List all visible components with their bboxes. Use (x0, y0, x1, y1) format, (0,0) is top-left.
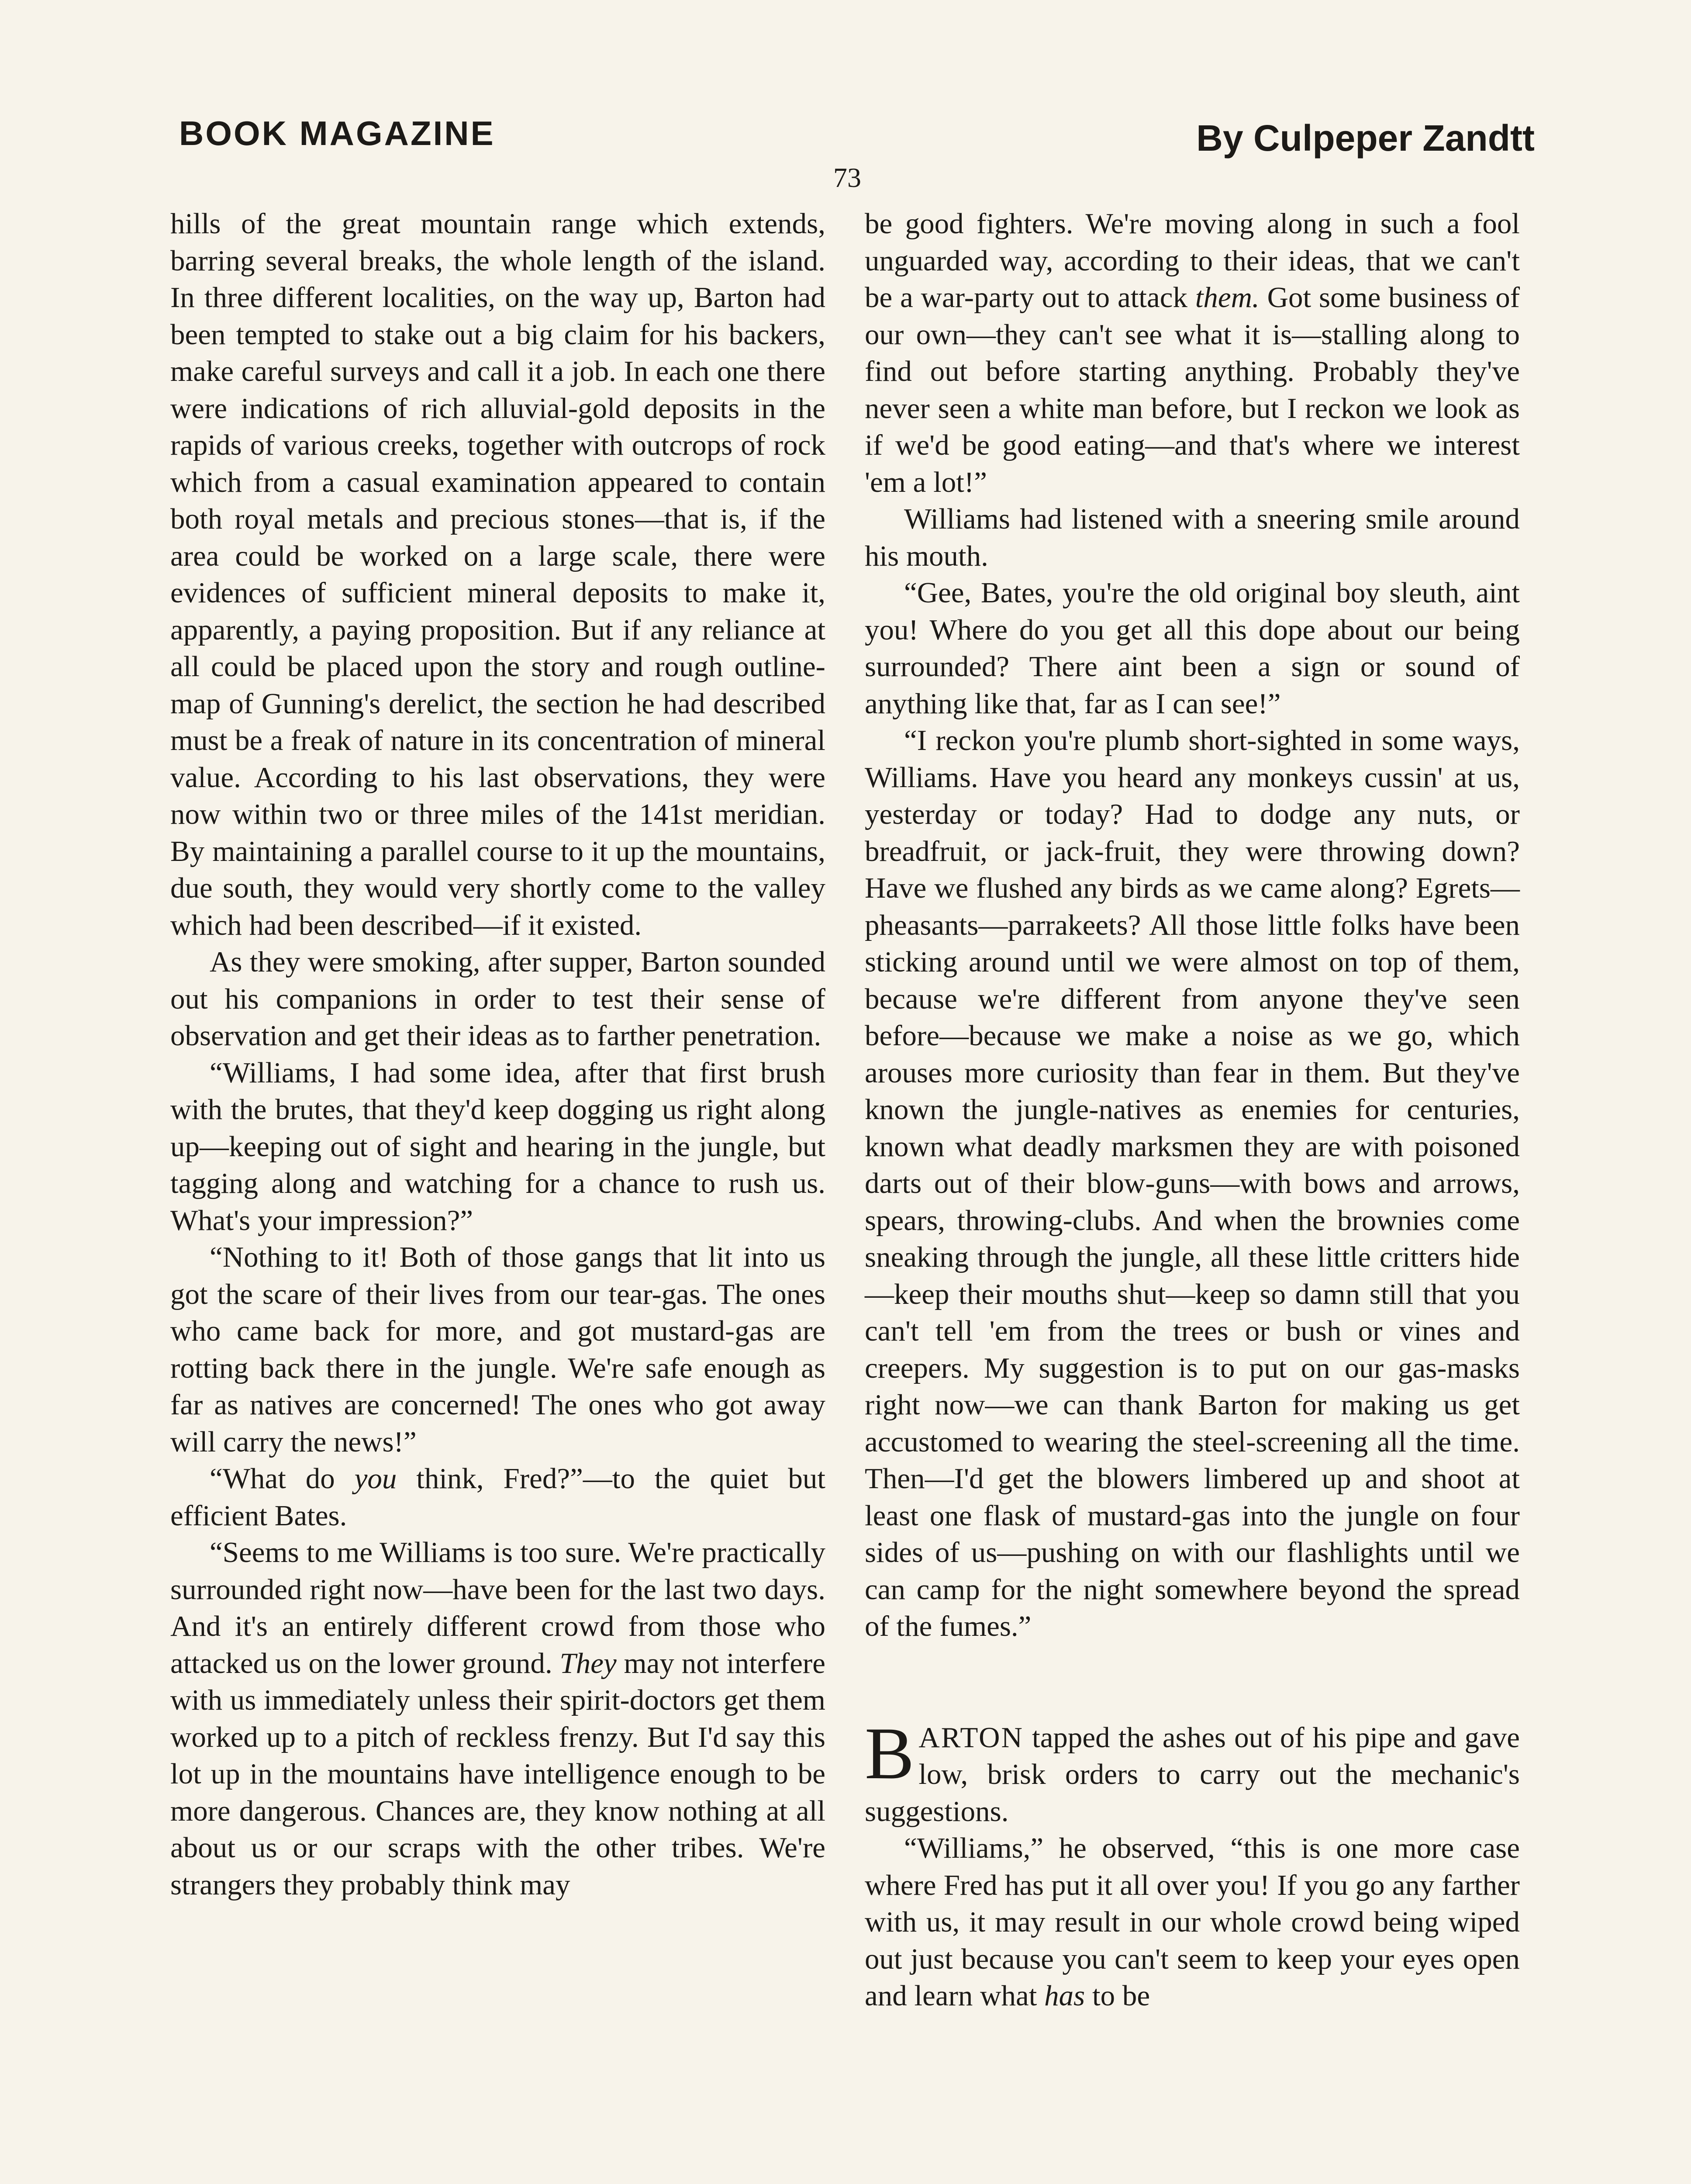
paragraph: “Nothing to it! Both of those gangs that lit into us got the scare of their lives from our tear-gas. The ones who came back for more, and got mustard-gas are rotting back there in the jungle. We're safe enough as far as natives are concerned! The ones who got away will carry the news!” (170, 1241, 825, 1458)
drop-cap: B (865, 1712, 915, 1794)
running-head-author: By Culpeper Zandtt (1196, 117, 1535, 159)
paragraph: “Gee, Bates, you're the old original boy sleuth, aint you! Where do you get all this dope about our being surrounded? There aint been a sign or sound of anything like that, far as I can see!” (865, 577, 1520, 720)
paragraph: As they were smoking, after supper, Barton sounded out his companions in order to test their sense of observation and get their ideas as to farther penetration. (170, 946, 825, 1052)
text-run: Got some business of our own—they can't see what it is—stalling along to find out before starting anything. Probably they've never seen a white man before, but I reckon we look as if we'd be good eating—and that's where we interest 'em a lot!” (865, 281, 1520, 498)
paragraph (170, 1460, 825, 1534)
text-run: “Seems to me Williams is too sure. We're practically surrounded right now—have been for the last two days. And it's an entirely different crowd from those who attacked us on the lower ground. (170, 1536, 825, 1679)
italic-text: them. (1195, 281, 1260, 314)
italic-text: has (1044, 1980, 1085, 2012)
text-column-left (170, 205, 825, 1903)
small-caps-lead: ARTON (918, 1721, 1024, 1754)
section-opening-paragraph (865, 1712, 1520, 1830)
text-run: “Williams,” he observed, “this is one more case where Fred has put it all over you! If you go any farther with us, it may result in our whole crowd being wiped out just because you can't seem to keep your eyes open and learn what (865, 1832, 1520, 2012)
paragraph: Williams had listened with a sneering smile around his mouth. (865, 503, 1520, 572)
text-column-right (865, 205, 1520, 2015)
paragraph: hills of the great mountain range which extends, barring several breaks, the whole length of the island. In three different localities, on the way up, Barton had been tempted to stake out a big claim for his backers, make careful surveys and call it a job. In each one there were indications of rich alluvial-gold deposits in the rapids of various creeks, together with outcrops of rock which from a casual examination appeared to contain both royal metals and precious stones—that is, if the area could be worked on a large scale, there were evidences of sufficient mineral deposits to make it, apparently, a paying proposition. But if any reliance at all could be placed upon the story and rough outline-map of Gunning's derelict, the section he had described must be a freak of nature in its concentration of mineral value. According to his last observations, they were now within two or three miles of the 141st meridian. By maintaining a parallel course to it up the mountains, due south, they would very shortly come to the valley which had been described—if it existed. (170, 207, 825, 941)
italic-text: you (354, 1462, 397, 1495)
text-run: be good fighters. We're moving along in such a fool unguarded way, according to their ideas, that we can't be a war-party out to attack (865, 207, 1520, 314)
text-run: tapped the ashes out of his pipe and gave low, brisk orders to carry out the mechanic's suggestions. (865, 1721, 1520, 1828)
text-run: may not interfere with us immediately unless their spirit-doctors get them worked up to a pitch of reckless frenzy. But I'd say this lot up in the mountains have intelligence enough to be more dangerous. Chances are, they know nothing at all about us or our scraps with the other tribes. We're strangers they probably think may (170, 1647, 825, 1901)
running-head-publication: BOOK MAGAZINE (179, 114, 495, 152)
text-run: think, Fred?”—to the quiet but efficient Bates. (170, 1462, 825, 1532)
page-number: 73 (833, 162, 861, 193)
text-run: to be (1085, 1980, 1150, 2012)
paragraph: “Williams, I had some idea, after that first brush with the brutes, that they'd keep dogging us right along up—keeping out of sight and hearing in the jungle, but tagging along and watching for a chance to rush us. What's your impression?” (170, 1056, 825, 1237)
italic-text: They (559, 1647, 617, 1679)
paragraph (170, 1534, 825, 1903)
paragraph (865, 205, 1520, 501)
text-run: “What do (210, 1462, 355, 1495)
paragraph (865, 1830, 1520, 2015)
paragraph: “I reckon you're plumb short-sighted in some ways, Williams. Have you heard any monkeys cussin' at us, yesterday or today? Had to dodge any nuts, or breadfruit, or jack-fruit, they were throwing down? Have we flushed any birds as we came along? Egrets—pheasants—parrakeets? All those little folks have been sticking around until we were almost on top of them, because we're different from anyone they've seen before—because we make a noise as we go, which arouses more curiosity than fear in them. But they've known the jungle-natives as enemies for centuries, known what deadly marksmen they are with poisoned darts out of their blow-guns—with bows and arrows, spears, throwing-clubs. And when the brownies come sneaking through the jungle, all these little critters hide—keep their mouths shut—keep so damn still that you can't tell 'em from the trees or bush or vines and creepers. My suggestion is to put on our gas-masks right now—we can thank Barton for making us get accustomed to wearing the steel-screening all the time. Then—I'd get the blowers limbered up and shoot at least one flask of mustard-gas into the jungle on four sides of us—pushing on with our flashlights until we can camp for the night somewhere beyond the spread of the fumes.” (865, 724, 1520, 1642)
